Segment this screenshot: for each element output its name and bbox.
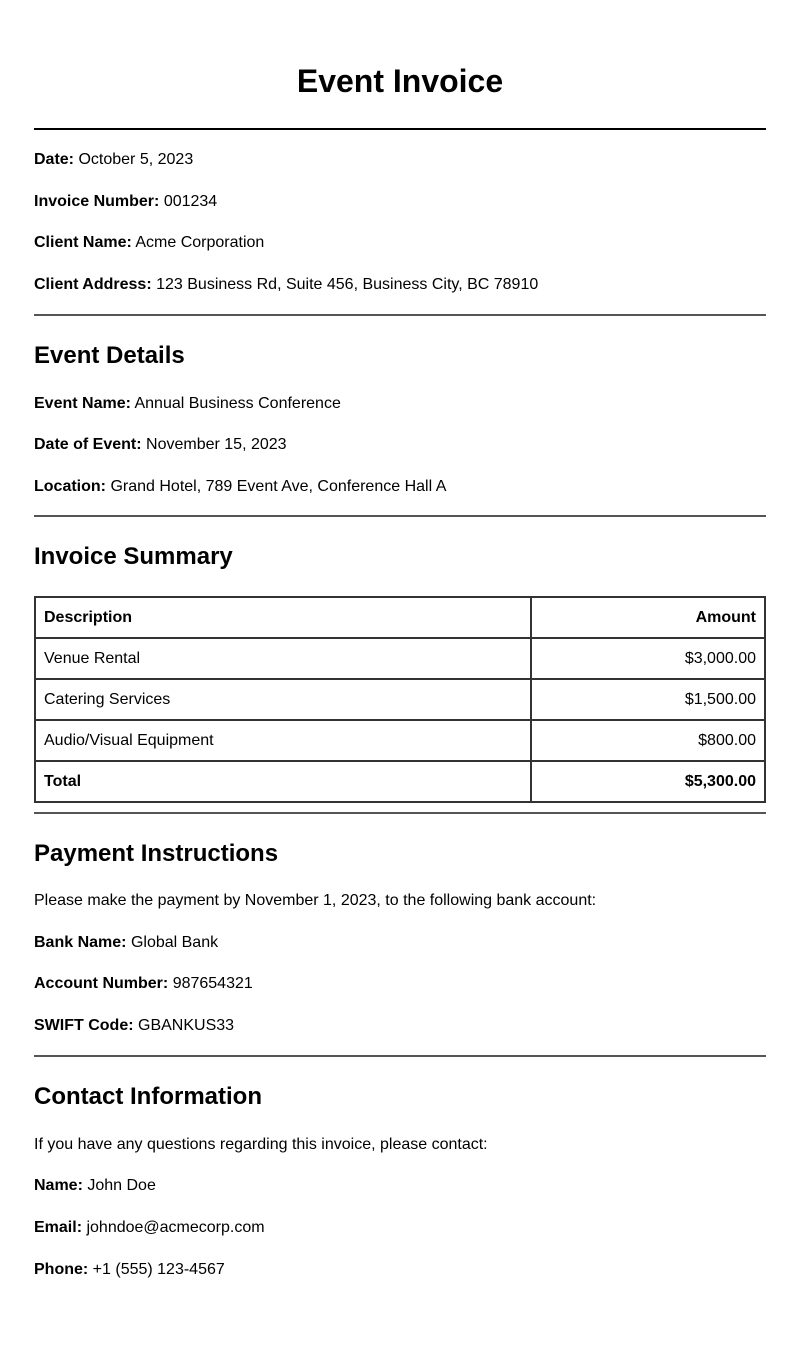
invoice-number: [34, 192, 766, 212]
date-label: Date:: [34, 151, 75, 168]
client-address-label: Client Address:: [34, 276, 152, 293]
contact-phone-value: +1 (555) 123-4567: [92, 1261, 225, 1278]
contact-email: [34, 1218, 766, 1238]
table-row: [35, 720, 765, 761]
event-location: [34, 477, 766, 497]
row-amount: $1,500.00: [531, 679, 765, 720]
table-header-row: [35, 597, 765, 638]
invoice-number-label: Invoice Number:: [34, 193, 160, 210]
row-description: Catering Services: [35, 679, 531, 720]
bank-name-value: Global Bank: [130, 934, 219, 951]
contact-information-section: [34, 1083, 766, 1280]
event-name-label: Event Name:: [34, 395, 131, 412]
row-amount: $3,000.00: [531, 638, 765, 679]
invoice-summary-section: [34, 543, 766, 803]
date-value: October 5, 2023: [78, 151, 194, 168]
contact-name: [34, 1176, 766, 1196]
contact-name-value: John Doe: [87, 1177, 156, 1194]
invoice-number-value: 001234: [163, 193, 218, 210]
payment-instructions-section: [34, 840, 766, 1036]
invoice-summary-heading: Invoice Summary: [34, 543, 233, 570]
section-divider: [34, 812, 766, 814]
row-amount: $800.00: [531, 720, 765, 761]
table-row: [35, 679, 765, 720]
event-location-label: Location:: [34, 478, 106, 495]
contact-information-heading: Contact Information: [34, 1083, 262, 1110]
column-header-description: Description: [35, 597, 531, 638]
swift-code: [34, 1016, 766, 1036]
event-name-value: Annual Business Conference: [134, 395, 341, 412]
client-name-value: Acme Corporation: [135, 234, 265, 251]
client-name-label: Client Name:: [34, 234, 132, 251]
section-divider: [34, 1055, 766, 1057]
event-details-section: [34, 342, 766, 497]
contact-email-value: johndoe@acmecorp.com: [86, 1219, 265, 1236]
total-value: $5,300.00: [531, 761, 765, 802]
account-number: [34, 974, 766, 994]
contact-phone-label: Phone:: [34, 1261, 89, 1278]
total-label: Total: [35, 761, 531, 802]
invoice-page: [34, 0, 766, 1280]
total-row: [35, 761, 765, 802]
bank-name-label: Bank Name:: [34, 934, 127, 951]
column-header-amount: Amount: [531, 597, 765, 638]
contact-phone: [34, 1260, 766, 1280]
account-number-label: Account Number:: [34, 975, 169, 992]
invoice-date: [34, 150, 766, 170]
section-divider: [34, 515, 766, 517]
section-divider: [34, 314, 766, 316]
event-details-heading: Event Details: [34, 342, 185, 369]
contact-email-label: Email:: [34, 1219, 83, 1236]
bank-name: [34, 933, 766, 953]
event-date-label: Date of Event:: [34, 436, 142, 453]
invoice-summary-table: [34, 596, 766, 803]
event-date: [34, 435, 766, 455]
row-description: Venue Rental: [35, 638, 531, 679]
table-row: [35, 638, 765, 679]
client-address-value: 123 Business Rd, Suite 456, Business City, BC 78910: [156, 276, 539, 293]
page-title: Event Invoice: [296, 63, 504, 99]
row-description: Audio/Visual Equipment: [35, 720, 531, 761]
contact-intro: If you have any questions regarding this invoice, please contact:: [34, 1136, 488, 1153]
event-name: [34, 394, 766, 414]
swift-code-value: GBANKUS33: [138, 1017, 235, 1034]
event-date-value: November 15, 2023: [146, 436, 287, 453]
contact-name-label: Name:: [34, 1177, 83, 1194]
event-location-value: Grand Hotel, 789 Event Ave, Conference Hall A: [110, 478, 447, 495]
title-divider: [34, 128, 766, 130]
client-name: [34, 233, 766, 253]
invoice-header: [34, 150, 766, 295]
payment-intro: Please make the payment by November 1, 2023, to the following bank account:: [34, 892, 597, 909]
swift-code-label: SWIFT Code:: [34, 1017, 134, 1034]
account-number-value: 987654321: [172, 975, 253, 992]
payment-instructions-heading: Payment Instructions: [34, 840, 279, 867]
client-address: [34, 275, 766, 295]
